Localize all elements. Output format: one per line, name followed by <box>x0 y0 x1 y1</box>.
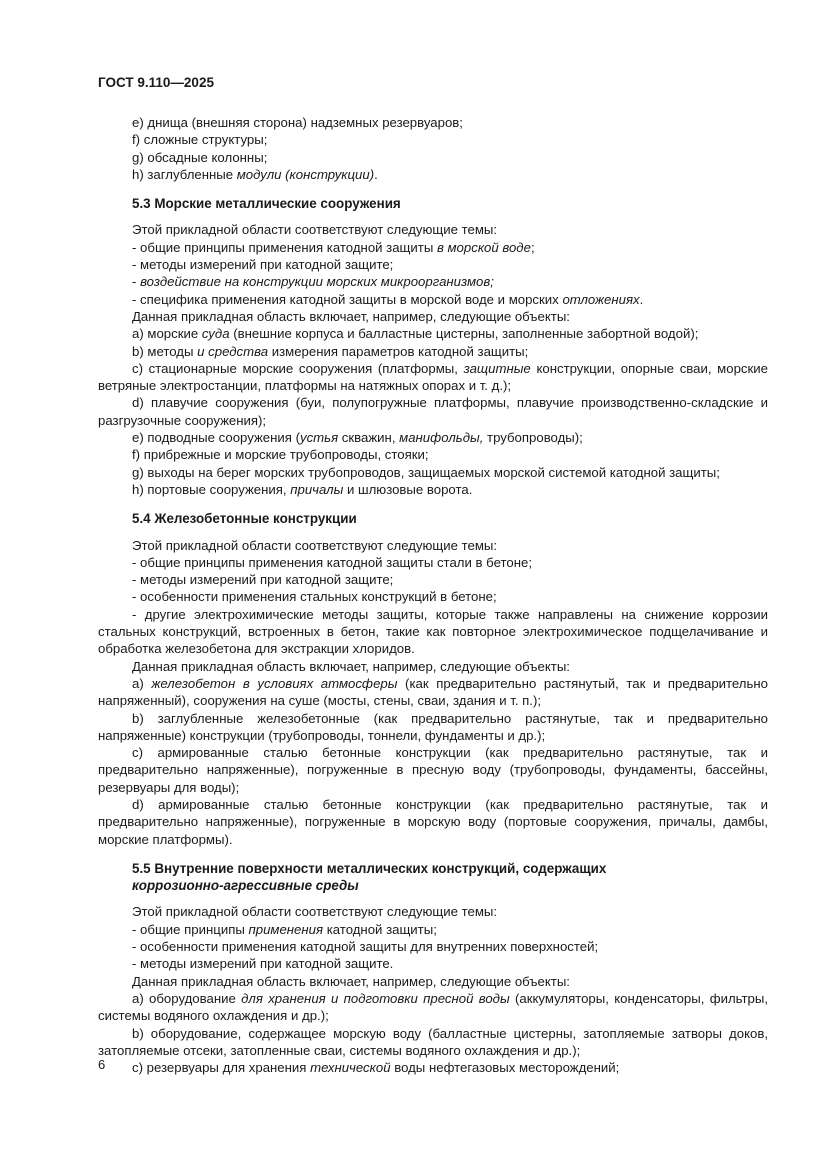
italic-text-run: технической <box>310 1060 391 1076</box>
text-run: (аккумуляторы, конденсаторы, фильтры, системы водяного охлаждения и др.); <box>98 990 768 1024</box>
text-run: f) прибрежные и морские трубопроводы, стояки; <box>132 447 429 463</box>
italic-text-run: отложениях <box>562 291 640 307</box>
text-run: скважин, <box>338 430 400 446</box>
text-run: - общие принципы применения катодной защиты <box>132 239 437 255</box>
text-run: катодной защиты; <box>323 921 437 937</box>
paragraph <box>98 710 768 745</box>
paragraph <box>98 554 768 571</box>
text-run: - <box>132 274 141 290</box>
paragraph <box>98 446 768 463</box>
text-run: Данная прикладная область включает, например, следующие объекты: <box>132 973 570 989</box>
text-run: Данная прикладная область включает, например, следующие объекты: <box>132 658 570 674</box>
paragraph <box>98 256 768 273</box>
italic-text-run: манифольды, <box>399 430 484 446</box>
text-run: c) стационарные морские сооружения (платформы, <box>132 360 464 376</box>
paragraph <box>98 938 768 955</box>
text-run: - методы измерений при катодной защите; <box>132 257 394 273</box>
text-run: - методы измерений при катодной защите. <box>132 956 394 972</box>
text-run: d) плавучие сооружения (буи, полупогружные платформы, плавучие производственно-складские и разгрузочные сооружения); <box>98 395 768 428</box>
text-run: g) выходы на берег морских трубопроводов, защищаемых морской системой катодной защиты; <box>132 464 720 480</box>
text-run: Этой прикладной области соответствуют следующие темы: <box>132 537 498 553</box>
italic-text-run: железобетон в условиях атмосферы <box>151 675 398 691</box>
paragraph <box>98 903 768 920</box>
text-run: h) портовые сооружения, <box>132 481 291 497</box>
text-run: воды нефтегазовых месторождений; <box>390 1060 620 1076</box>
text-run: h) заглубленные <box>132 166 237 182</box>
document-header: ГОСТ 9.110—2025 <box>98 75 214 90</box>
text-run: . <box>374 166 378 182</box>
paragraph <box>98 166 768 183</box>
text-run: f) сложные структуры; <box>132 132 268 148</box>
section-heading-5-4: 5.4 Железобетонные конструкции <box>132 511 357 527</box>
paragraph <box>98 308 768 325</box>
paragraph <box>98 325 768 342</box>
italic-text-run: для хранения и подготовки пресной воды <box>241 990 510 1006</box>
paragraph <box>98 360 768 395</box>
paragraph <box>98 571 768 588</box>
text-run: трубопроводы); <box>483 430 583 446</box>
text-run: c) резервуары для хранения <box>132 1060 311 1076</box>
italic-text-run: суда <box>201 326 230 342</box>
text-run: ; <box>530 239 535 255</box>
text-run: g) обсадные колонны; <box>132 149 268 165</box>
text-run: Этой прикладной области соответствуют следующие темы: <box>132 222 498 238</box>
paragraph <box>98 114 768 131</box>
text-run: а) морские <box>132 326 202 342</box>
text-run: e) подводные сооружения ( <box>132 430 300 446</box>
italic-text-run: устья <box>299 430 339 446</box>
paragraph <box>98 1025 768 1060</box>
text-run: конструкции, опорные сваи, морские ветряные электростанции, платформы на натяжных опорах и т. д.); <box>98 360 768 394</box>
paragraph <box>98 796 768 848</box>
text-run: e) днища (внешняя сторона) надземных резервуаров; <box>132 115 463 130</box>
text-run: c) армированные сталью бетонные конструкции (как предварительно растянутые, так и предварительно напряженные), погруженные в пресную воду (трубопроводы, фундаменты, бассейны, резервуары для воды); <box>98 745 768 795</box>
text-run: . <box>639 291 644 307</box>
paragraph <box>98 343 768 360</box>
text-run: Этой прикладной области соответствуют следующие темы: <box>132 904 498 920</box>
text-run: d) армированные сталью бетонные конструкции (как предварительно растянутые, так и предварительно напряженные), погруженные в морскую воду (портовые сооружения, причалы, дамбы, морские платформы). <box>98 796 768 847</box>
document-body <box>98 114 768 1076</box>
text-run: - специфика применения катодной защиты в морской воде и морских <box>132 291 563 307</box>
italic-text-run: воздействие на конструкции морских микроорганизмов; <box>140 274 494 290</box>
paragraph <box>98 1059 768 1076</box>
section-heading-5-5 <box>98 860 768 895</box>
italic-text-run: модули (конструкции) <box>236 166 375 182</box>
paragraph <box>98 606 768 658</box>
paragraph <box>98 675 768 710</box>
text-run: b) методы <box>132 343 198 359</box>
italic-text-run: применения <box>248 921 324 937</box>
paragraph <box>98 239 768 256</box>
text-run: (как предварительно растянутый, так и предварительно напряженный), сооружения на суше (мосты, стены, сваи, здания и т. п.); <box>98 675 768 709</box>
paragraph <box>98 131 768 148</box>
page-number: 6 <box>98 1057 106 1072</box>
italic-text-run: защитные <box>463 360 531 376</box>
italic-text-run: и средства <box>197 343 269 359</box>
paragraph <box>98 921 768 938</box>
paragraph <box>98 588 768 605</box>
section-heading-5-5-line2: коррозионно-агрессивные среды <box>132 878 359 894</box>
text-run: - методы измерений при катодной защите; <box>132 572 394 588</box>
text-run: измерения параметров катодной защиты; <box>268 343 529 359</box>
paragraph <box>98 990 768 1025</box>
text-run: и шлюзовые ворота. <box>343 481 473 497</box>
italic-text-run: причалы <box>290 481 344 497</box>
text-run: - общие принципы <box>132 921 249 937</box>
paragraph <box>98 429 768 446</box>
text-run: (внешние корпуса и балластные цистерны, заполненные забортной водой); <box>229 326 699 342</box>
text-run: а) <box>132 675 152 691</box>
paragraph <box>98 537 768 554</box>
paragraph <box>98 481 768 498</box>
italic-text-run: в морской воде <box>436 239 531 255</box>
text-run: b) заглубленные железобетонные (как предварительно растянутые, так и предварительно напряженные) конструкции (трубопроводы, тоннели, фундаменты и др.); <box>98 710 768 743</box>
section-5-5-body <box>98 903 768 1076</box>
paragraph <box>98 955 768 972</box>
section-heading-5-5-line1: 5.5 Внутренние поверхности металлических конструкций, содержащих <box>132 860 607 876</box>
paragraph <box>98 744 768 796</box>
text-run: - особенности применения катодной защиты для внутренних поверхностей; <box>132 939 599 955</box>
list-top <box>98 114 768 183</box>
paragraph <box>98 273 768 290</box>
section-5-4-body <box>98 537 768 848</box>
paragraph <box>98 658 768 675</box>
text-run: - общие принципы применения катодной защиты стали в бетоне; <box>132 554 532 570</box>
paragraph <box>98 973 768 990</box>
section-heading-5-3: 5.3 Морские металлические сооружения <box>132 196 401 212</box>
text-run: b) оборудование, содержащее морскую воду (балластные цистерны, затопляемые затворы доков, затопляемые отсеки, затопленные сваи, системы водяного охлаждения и др.); <box>98 1025 768 1058</box>
text-run: - особенности применения стальных конструкций в бетоне; <box>132 589 497 605</box>
text-run: Данная прикладная область включает, например, следующие объекты: <box>132 308 570 324</box>
text-run: а) оборудование <box>132 990 242 1006</box>
section-5-3-body <box>98 221 768 498</box>
text-run: - другие электрохимические методы защиты, которые также направлены на снижение коррозии стальных конструкций, встроенных в бетон, такие как повторное электрохимическое подщелачивание и обработка железобетона для экстракции хлоридов. <box>98 606 768 657</box>
paragraph <box>98 394 768 429</box>
paragraph <box>98 464 768 481</box>
paragraph <box>98 149 768 166</box>
paragraph <box>98 291 768 308</box>
paragraph <box>98 221 768 238</box>
